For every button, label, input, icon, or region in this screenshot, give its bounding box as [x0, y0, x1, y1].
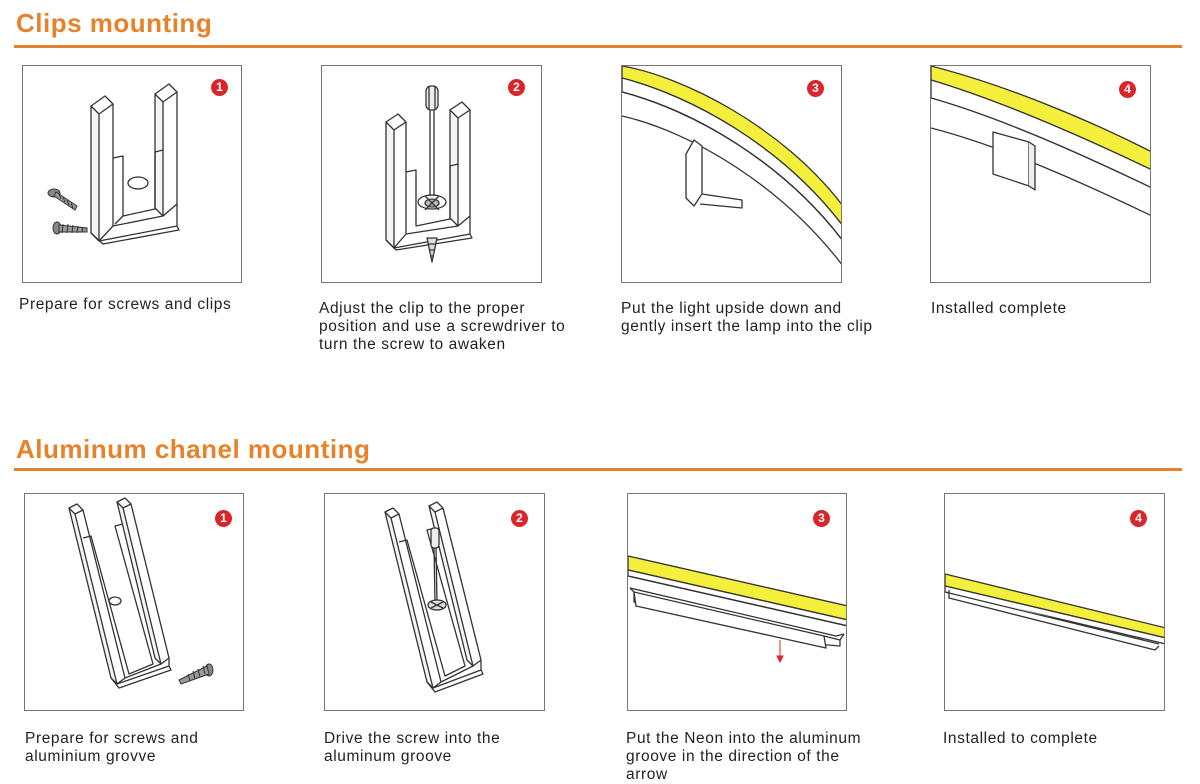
aluminum-section-title: Aluminum chanel mounting — [16, 434, 371, 464]
step-badge: 4 — [1130, 510, 1147, 527]
clips-step-3-panel — [621, 65, 842, 283]
step-badge: 3 — [813, 510, 830, 527]
aluminum-channel-with-screw-illustration — [25, 494, 244, 711]
clips-step-2-panel — [321, 65, 542, 283]
clips-section-title: Clips mounting — [16, 8, 213, 38]
step-badge: 3 — [807, 80, 824, 97]
clip-with-screws-illustration — [23, 66, 242, 283]
clips-step-1-panel — [22, 65, 242, 283]
aluminum-step-2-panel — [324, 493, 545, 711]
step-badge: 2 — [508, 79, 525, 96]
step-badge: 2 — [511, 510, 528, 527]
clips-step-4-caption: Installed complete — [931, 300, 1067, 317]
neon-into-channel-illustration — [628, 494, 847, 711]
clips-step-3-caption: Put the light upside down and gently insert the lamp into the clip — [621, 300, 873, 335]
screw-icon-3 — [179, 664, 213, 684]
aluminum-step-1-panel — [24, 493, 244, 711]
screwdriver-in-clip-illustration — [322, 66, 542, 283]
aluminum-step-1-caption: Prepare for screws and aluminium grovve — [25, 730, 199, 765]
aluminum-section-rule — [14, 468, 1182, 471]
step-badge: 1 — [215, 510, 232, 527]
neon-installed-in-channel-illustration — [945, 494, 1165, 711]
clips-step-4-panel — [930, 65, 1151, 283]
clip-installed-illustration — [931, 66, 1151, 283]
arrow-down-icon — [777, 640, 783, 662]
clips-section-rule — [14, 45, 1182, 48]
aluminum-step-2-caption: Drive the screw into the aluminum groove — [324, 730, 501, 765]
aluminum-step-4-panel — [944, 493, 1165, 711]
screw-into-channel-illustration — [325, 494, 545, 711]
insert-lamp-illustration — [622, 66, 842, 283]
aluminum-step-3-panel — [627, 493, 847, 711]
screw-icon-1 — [48, 189, 77, 210]
step-badge: 1 — [211, 79, 228, 96]
clips-step-2-caption: Adjust the clip to the proper position and use a screwdriver to turn the screw to awaken — [319, 300, 566, 353]
clips-step-1-caption: Prepare for screws and clips — [19, 296, 232, 313]
step-badge: 4 — [1119, 81, 1136, 98]
aluminum-step-4-caption: Installed to complete — [943, 730, 1098, 747]
aluminum-step-3-caption: Put the Neon into the aluminum groove in the direction of the arrow — [626, 730, 862, 783]
screw-icon-2 — [53, 222, 87, 234]
